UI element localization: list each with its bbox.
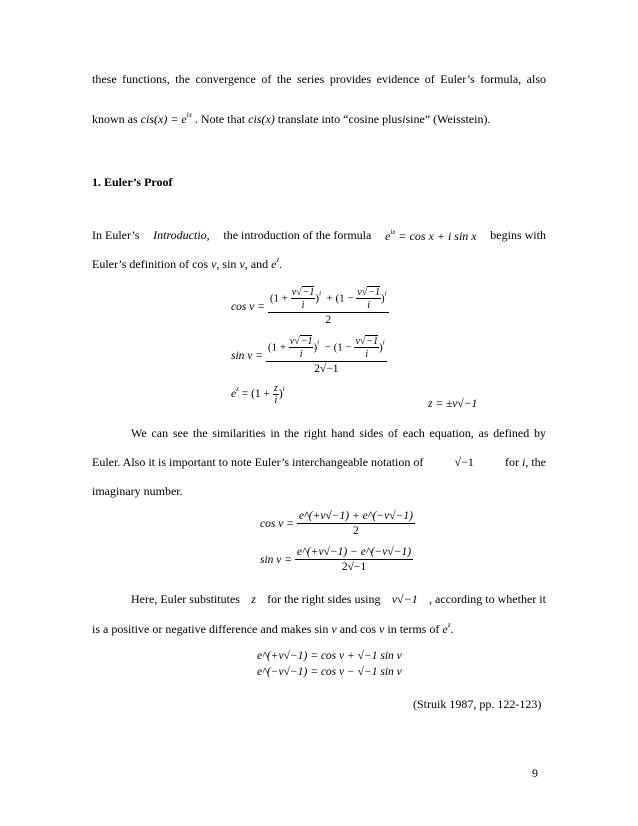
text-fragment-italic: v (239, 257, 245, 271)
equation-cos-v-exp: cos v = $\frac{e\^{}(+v√-1) + e\^{}(-v√-1)}{2}$ (260, 510, 413, 537)
text-fragment: , sin (216, 257, 237, 271)
equation-sin-v: sin v = (1 + $\frac{v√-1}{i}$ )$^i$ − (1 − $\frac{v√-1}{i}$ )$^i$ 2√−1 (231, 336, 385, 375)
paragraph-line (92, 455, 546, 470)
equation-exp-plus: e^(+v√−1) = cos v + √−1 sin v (257, 650, 402, 662)
cis-formula: cis(x) = e (140, 112, 187, 126)
equation-cos-v: cos v = (1 + $\frac{v√-1}{i}$ )$^i$ + (1 − $\frac{v√-1}{i}$ )$^i$ 2 (231, 287, 387, 326)
text-fragment: for the right sides using (267, 592, 381, 606)
text-fragment-italic: z (276, 256, 280, 264)
text-fragment-italic: i (402, 112, 406, 126)
text-fragment-italic: v (211, 257, 217, 271)
equation-sin-v-exp: sin v = $\frac{e\^{}(+v√-1) - e\^{}(-v√-1)}{2√-1}$ (260, 546, 412, 573)
text-fragment: translate into “cosine plus (277, 112, 403, 126)
paragraph-line (92, 621, 453, 637)
equation-exp-minus: e^(−v√−1) = cos v − √−1 sin v (257, 666, 402, 678)
text-fragment: in terms of (387, 622, 440, 636)
text-fragment: , and (244, 257, 269, 271)
sqrt-expression: √−1 (454, 455, 474, 469)
text-fragment-italic: z (447, 621, 451, 629)
text-fragment: . Note that (194, 112, 246, 126)
text-fragment: sine” (Weisstein). (405, 112, 491, 126)
text-fragment: begins with (490, 228, 546, 242)
text-fragment: . (450, 622, 454, 636)
paragraph-line (92, 228, 546, 244)
paragraph-line (131, 592, 546, 607)
sqrt-expression: v√−1 (391, 592, 418, 606)
text-fragment: In Euler’s (92, 228, 140, 242)
cis-exponent: ix (186, 111, 192, 119)
text-fragment-italic: v (331, 622, 337, 636)
text-fragment: the introduction of the formula (223, 228, 372, 242)
equation-z-definition: z = ±v√−1 (428, 398, 478, 410)
text-fragment: for i, the (504, 455, 546, 469)
text-fragment: known as (92, 112, 138, 126)
paragraph-line (92, 111, 490, 127)
text-fragment: Euler’s definition of cos (92, 257, 209, 271)
paragraph-line: We can see the similarities in the right hand sides of each equation, as defined by (131, 426, 546, 440)
text-fragment: , according to whether it (429, 592, 546, 606)
equation-e-z: $e^z = (1$ + $\frac{z}{i}$ )$^i$ (231, 383, 285, 406)
page-number: 9 (532, 766, 538, 780)
paragraph-line: imaginary number. (92, 484, 183, 498)
paragraph-line (92, 256, 282, 272)
text-fragment-italic: z (251, 592, 256, 606)
text-fragment: is a positive or negative difference and makes sin (92, 622, 329, 636)
text-fragment: Euler. Also it is important to note Euler’s interchangeable notation of (92, 455, 424, 469)
text-fragment-italic: e (271, 257, 277, 271)
citation: (Struik 1987, pp. 122-123) (413, 697, 542, 711)
paragraph-line: these functions, the convergence of the series provides evidence of Euler’s formula, also (92, 72, 546, 86)
text-fragment: Here, Euler substitutes (131, 592, 240, 606)
euler-formula: $e^{ix} = \cos x + i$ sin x (385, 228, 477, 243)
section-heading: 1. Euler’s Proof (92, 175, 173, 189)
text-fragment: and cos (339, 622, 377, 636)
text-fragment-italic: Introductio, (153, 228, 210, 242)
text-fragment: . (279, 257, 283, 271)
text-fragment-italic: e (442, 622, 448, 636)
text-fragment-italic: cis(x) (248, 112, 275, 126)
text-fragment-italic: v (379, 622, 385, 636)
